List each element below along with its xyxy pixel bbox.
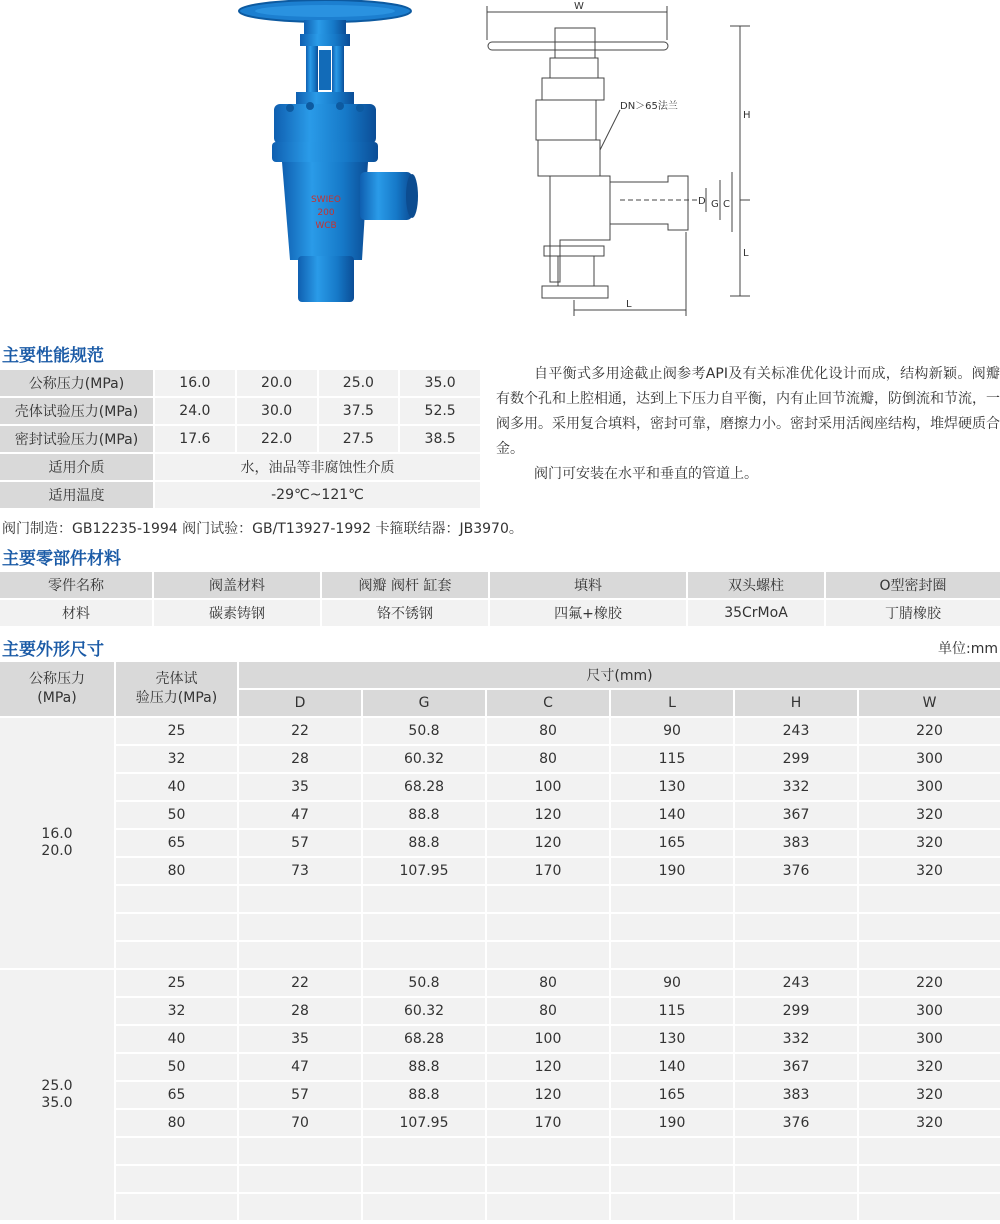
dim-label-w: W — [574, 1, 584, 12]
table-cell: 25.0 — [319, 370, 399, 396]
row-label: 密封试验压力(MPa) — [0, 426, 153, 452]
table-cell — [363, 914, 485, 940]
table-cell — [735, 942, 857, 968]
table-cell: 17.6 — [155, 426, 235, 452]
table-cell: 65 — [116, 1082, 237, 1108]
table-cell — [363, 1194, 485, 1220]
table-cell: 25 — [116, 970, 237, 996]
table-cell: 80 — [487, 970, 609, 996]
table-cell: 120 — [487, 1054, 609, 1080]
table-row — [0, 1082, 1000, 1108]
table-cell — [487, 914, 609, 940]
table-cell: 220 — [859, 718, 1000, 744]
header-nominal-pressure — [0, 662, 114, 716]
table-cell: 47 — [239, 1054, 361, 1080]
table-cell: 120 — [487, 802, 609, 828]
flange-note: DN＞65法兰 — [620, 101, 678, 112]
dimensions-title: 主要外形尺寸 — [2, 640, 104, 660]
unit-label: 单位:mm — [938, 641, 998, 657]
table-cell: 300 — [859, 746, 1000, 772]
table-cell: 27.5 — [319, 426, 399, 452]
table-cell — [859, 1138, 1000, 1164]
table-cell: 16.0 — [155, 370, 235, 396]
row-label: 公称压力(MPa) — [0, 370, 153, 396]
table-row — [0, 1110, 1000, 1136]
table-row — [0, 1026, 1000, 1052]
table-cell: 300 — [859, 774, 1000, 800]
table-cell: 25 — [116, 718, 237, 744]
table-cell — [611, 942, 733, 968]
table-cell — [735, 1138, 857, 1164]
table-cell — [116, 1194, 237, 1220]
table-cell: 170 — [487, 858, 609, 884]
table-cell: 35.0 — [400, 370, 480, 396]
table-cell: 52.5 — [400, 398, 480, 424]
table-cell: 320 — [859, 1082, 1000, 1108]
column-header: D — [239, 690, 361, 716]
dim-label-d: D — [698, 196, 706, 207]
table-cell: 80 — [487, 998, 609, 1024]
table-cell: 220 — [859, 970, 1000, 996]
table-cell: 376 — [735, 858, 857, 884]
table-cell: 120 — [487, 1082, 609, 1108]
table-cell — [611, 914, 733, 940]
table-cell: 24.0 — [155, 398, 235, 424]
description — [496, 362, 1000, 487]
table-cell — [239, 1194, 361, 1220]
table-cell: 299 — [735, 998, 857, 1024]
table-cell — [859, 1194, 1000, 1220]
header-shell-pressure-line2: 验压力(MPa) — [135, 690, 218, 706]
dim-label-l-bottom: L — [626, 299, 632, 310]
standards-line: 阀门制造：GB12235-1994 阀门试验：GB/T13927-1992 卡箍联结器：JB3970。 — [2, 521, 523, 537]
table-cell: 115 — [611, 998, 733, 1024]
table-row — [0, 398, 480, 424]
table-cell — [611, 1138, 733, 1164]
table-cell: 32 — [116, 998, 237, 1024]
description-paragraph-2: 阀门可安装在水平和垂直的管道上。 — [534, 466, 758, 482]
table-cell: 22 — [239, 718, 361, 744]
table-cell: 22 — [239, 970, 361, 996]
table-cell: 50 — [116, 802, 237, 828]
table-cell: 65 — [116, 830, 237, 856]
table-cell: 332 — [735, 1026, 857, 1052]
table-cell: 50 — [116, 1054, 237, 1080]
table-cell: 80 — [487, 718, 609, 744]
table-cell: 165 — [611, 1082, 733, 1108]
table-row — [0, 886, 1000, 912]
table-cell: 88.8 — [363, 1082, 485, 1108]
table-cell: 28 — [239, 746, 361, 772]
table-cell: 68.28 — [363, 1026, 485, 1052]
table-cell — [735, 914, 857, 940]
table-cell — [611, 886, 733, 912]
table-cell: 40 — [116, 774, 237, 800]
table-row — [0, 858, 1000, 884]
table-cell: 332 — [735, 774, 857, 800]
valve-marking-line1: SWIEO — [310, 195, 342, 205]
table-cell: 320 — [859, 830, 1000, 856]
table-cell: 320 — [859, 858, 1000, 884]
table-header-cell: 阀盖材料 — [154, 572, 320, 598]
table-row — [0, 1194, 1000, 1220]
table-row — [0, 802, 1000, 828]
table-cell — [859, 914, 1000, 940]
table-cell: 60.32 — [363, 746, 485, 772]
table-cell — [735, 886, 857, 912]
table-cell — [116, 942, 237, 968]
table-cell: 190 — [611, 1110, 733, 1136]
table-cell: 190 — [611, 858, 733, 884]
table-row — [0, 746, 1000, 772]
table-row — [0, 1054, 1000, 1080]
table-cell: 299 — [735, 746, 857, 772]
table-row — [0, 998, 1000, 1024]
table-cell: 68.28 — [363, 774, 485, 800]
table-cell: 100 — [487, 774, 609, 800]
table-row — [0, 1166, 1000, 1192]
table-cell: 40 — [116, 1026, 237, 1052]
table-cell: 材料 — [0, 600, 152, 626]
table-cell: 38.5 — [400, 426, 480, 452]
table-cell: 320 — [859, 1110, 1000, 1136]
table-cell — [487, 1194, 609, 1220]
table-row — [0, 970, 1000, 996]
header-shell-pressure — [116, 662, 237, 716]
table-cell: 73 — [239, 858, 361, 884]
dim-label-l-side: L — [743, 248, 749, 259]
table-cell: 107.95 — [363, 1110, 485, 1136]
table-row — [0, 1138, 1000, 1164]
valve-drawing — [470, 0, 770, 320]
table-cell: 243 — [735, 718, 857, 744]
table-cell: 28 — [239, 998, 361, 1024]
table-header-row — [0, 662, 1000, 688]
table-cell: 115 — [611, 746, 733, 772]
table-header-cell: O型密封圈 — [826, 572, 1000, 598]
medium-label: 适用介质 — [0, 454, 153, 480]
table-cell: 100 — [487, 1026, 609, 1052]
pressure-value: 20.0 — [41, 843, 73, 859]
table-cell: 90 — [611, 718, 733, 744]
table-cell — [859, 942, 1000, 968]
table-cell: 32 — [116, 746, 237, 772]
table-cell: 140 — [611, 1054, 733, 1080]
table-cell — [487, 942, 609, 968]
pressure-value: 16.0 — [41, 826, 73, 842]
table-cell: 130 — [611, 1026, 733, 1052]
dim-label-h: H — [743, 110, 751, 121]
table-cell: 165 — [611, 830, 733, 856]
table-cell — [735, 1166, 857, 1192]
table-cell — [239, 942, 361, 968]
valve-photo — [230, 0, 420, 305]
table-cell: 20.0 — [237, 370, 317, 396]
pressure-group-cell — [0, 970, 114, 1220]
table-cell — [116, 1166, 237, 1192]
table-cell: 320 — [859, 802, 1000, 828]
table-cell — [487, 886, 609, 912]
table-cell: 88.8 — [363, 802, 485, 828]
temp-label: 适用温度 — [0, 482, 153, 508]
table-cell: 107.95 — [363, 858, 485, 884]
table-cell: 50.8 — [363, 718, 485, 744]
dim-label-c: C — [723, 199, 730, 210]
table-cell: 30.0 — [237, 398, 317, 424]
table-header-cell: 双头螺柱 — [688, 572, 824, 598]
table-row — [0, 830, 1000, 856]
table-cell — [735, 1194, 857, 1220]
table-cell: 383 — [735, 830, 857, 856]
table-cell — [363, 1166, 485, 1192]
table-cell: 22.0 — [237, 426, 317, 452]
table-header-cell: 零件名称 — [0, 572, 152, 598]
table-cell: 47 — [239, 802, 361, 828]
table-cell: 60.32 — [363, 998, 485, 1024]
table-cell: 80 — [487, 746, 609, 772]
table-cell: 88.8 — [363, 1054, 485, 1080]
table-row — [0, 482, 480, 508]
table-row — [0, 426, 480, 452]
table-cell: 88.8 — [363, 830, 485, 856]
table-cell: 57 — [239, 1082, 361, 1108]
table-cell: 57 — [239, 830, 361, 856]
table-cell: 243 — [735, 970, 857, 996]
table-cell — [116, 886, 237, 912]
table-cell — [116, 1138, 237, 1164]
table-cell: 80 — [116, 1110, 237, 1136]
table-cell: 35 — [239, 774, 361, 800]
pressure-value: 25.0 — [41, 1078, 73, 1094]
table-cell: 35 — [239, 1026, 361, 1052]
description-paragraph-1: 自平衡式多用途截止阀参考API及有关标准优化设计而成，结构新颖。阀瓣有数个孔和上腔相通，达到上下压力自平衡，内有止回节流瓣，防倒流和节流，一阀多用。采用复合填料，密封可靠，磨擦力小。密封采用活阀座结构，堆焊硬质合金。 — [496, 366, 1000, 457]
table-row — [0, 942, 1000, 968]
table-header-cell: 阀瓣 阀杆 缸套 — [322, 572, 488, 598]
table-cell: 376 — [735, 1110, 857, 1136]
medium-value: 水，油品等非腐蚀性介质 — [155, 454, 480, 480]
table-cell — [239, 914, 361, 940]
table-cell — [859, 1166, 1000, 1192]
table-cell: 碳素铸钢 — [154, 600, 320, 626]
row-label: 壳体试验压力(MPa) — [0, 398, 153, 424]
header-nominal-pressure-line2: (MPa) — [37, 690, 77, 706]
table-cell: 50.8 — [363, 970, 485, 996]
dimensions-table — [0, 660, 1000, 1222]
valve-marking-line3: WCB — [315, 221, 337, 231]
column-header: G — [363, 690, 485, 716]
table-cell — [611, 1194, 733, 1220]
table-cell — [363, 942, 485, 968]
valve-marking-line2: 200 — [317, 208, 335, 218]
table-cell — [239, 1166, 361, 1192]
materials-title: 主要零部件材料 — [2, 549, 121, 569]
table-row — [0, 600, 1000, 626]
table-cell — [239, 1138, 361, 1164]
header-size: 尺寸(mm) — [239, 662, 1000, 688]
table-cell: 300 — [859, 1026, 1000, 1052]
table-cell: 367 — [735, 802, 857, 828]
table-cell: 37.5 — [319, 398, 399, 424]
dim-label-g: G — [711, 199, 719, 210]
table-cell: 70 — [239, 1110, 361, 1136]
performance-table — [0, 368, 482, 510]
table-row — [0, 454, 480, 480]
table-cell: 铬不锈钢 — [322, 600, 488, 626]
table-cell: 90 — [611, 970, 733, 996]
table-cell — [611, 1166, 733, 1192]
table-cell: 130 — [611, 774, 733, 800]
table-cell — [487, 1138, 609, 1164]
table-row — [0, 914, 1000, 940]
table-cell: 320 — [859, 1054, 1000, 1080]
table-cell — [239, 886, 361, 912]
header-shell-pressure-line1: 壳体试 — [155, 671, 198, 687]
column-header: W — [859, 690, 1000, 716]
table-cell: 四氟+橡胶 — [490, 600, 686, 626]
table-cell — [859, 886, 1000, 912]
table-cell: 140 — [611, 802, 733, 828]
table-cell: 170 — [487, 1110, 609, 1136]
pressure-value: 35.0 — [41, 1095, 73, 1111]
header-nominal-pressure-line1: 公称压力 — [29, 671, 85, 687]
table-row — [0, 718, 1000, 744]
table-row — [0, 370, 480, 396]
table-cell — [487, 1166, 609, 1192]
performance-title: 主要性能规范 — [2, 346, 104, 366]
table-cell: 35CrMoA — [688, 600, 824, 626]
column-header: H — [735, 690, 857, 716]
column-header: L — [611, 690, 733, 716]
table-cell: 120 — [487, 830, 609, 856]
temp-value: -29℃~121℃ — [155, 482, 480, 508]
column-header: C — [487, 690, 609, 716]
table-row — [0, 774, 1000, 800]
table-cell — [363, 1138, 485, 1164]
table-cell: 丁腈橡胶 — [826, 600, 1000, 626]
table-cell: 80 — [116, 858, 237, 884]
table-header-cell: 填料 — [490, 572, 686, 598]
table-cell — [116, 914, 237, 940]
pressure-group-cell — [0, 718, 114, 968]
table-row — [0, 572, 1000, 598]
table-cell: 300 — [859, 998, 1000, 1024]
table-cell: 367 — [735, 1054, 857, 1080]
materials-table — [0, 570, 1000, 628]
table-cell: 383 — [735, 1082, 857, 1108]
table-cell — [363, 886, 485, 912]
